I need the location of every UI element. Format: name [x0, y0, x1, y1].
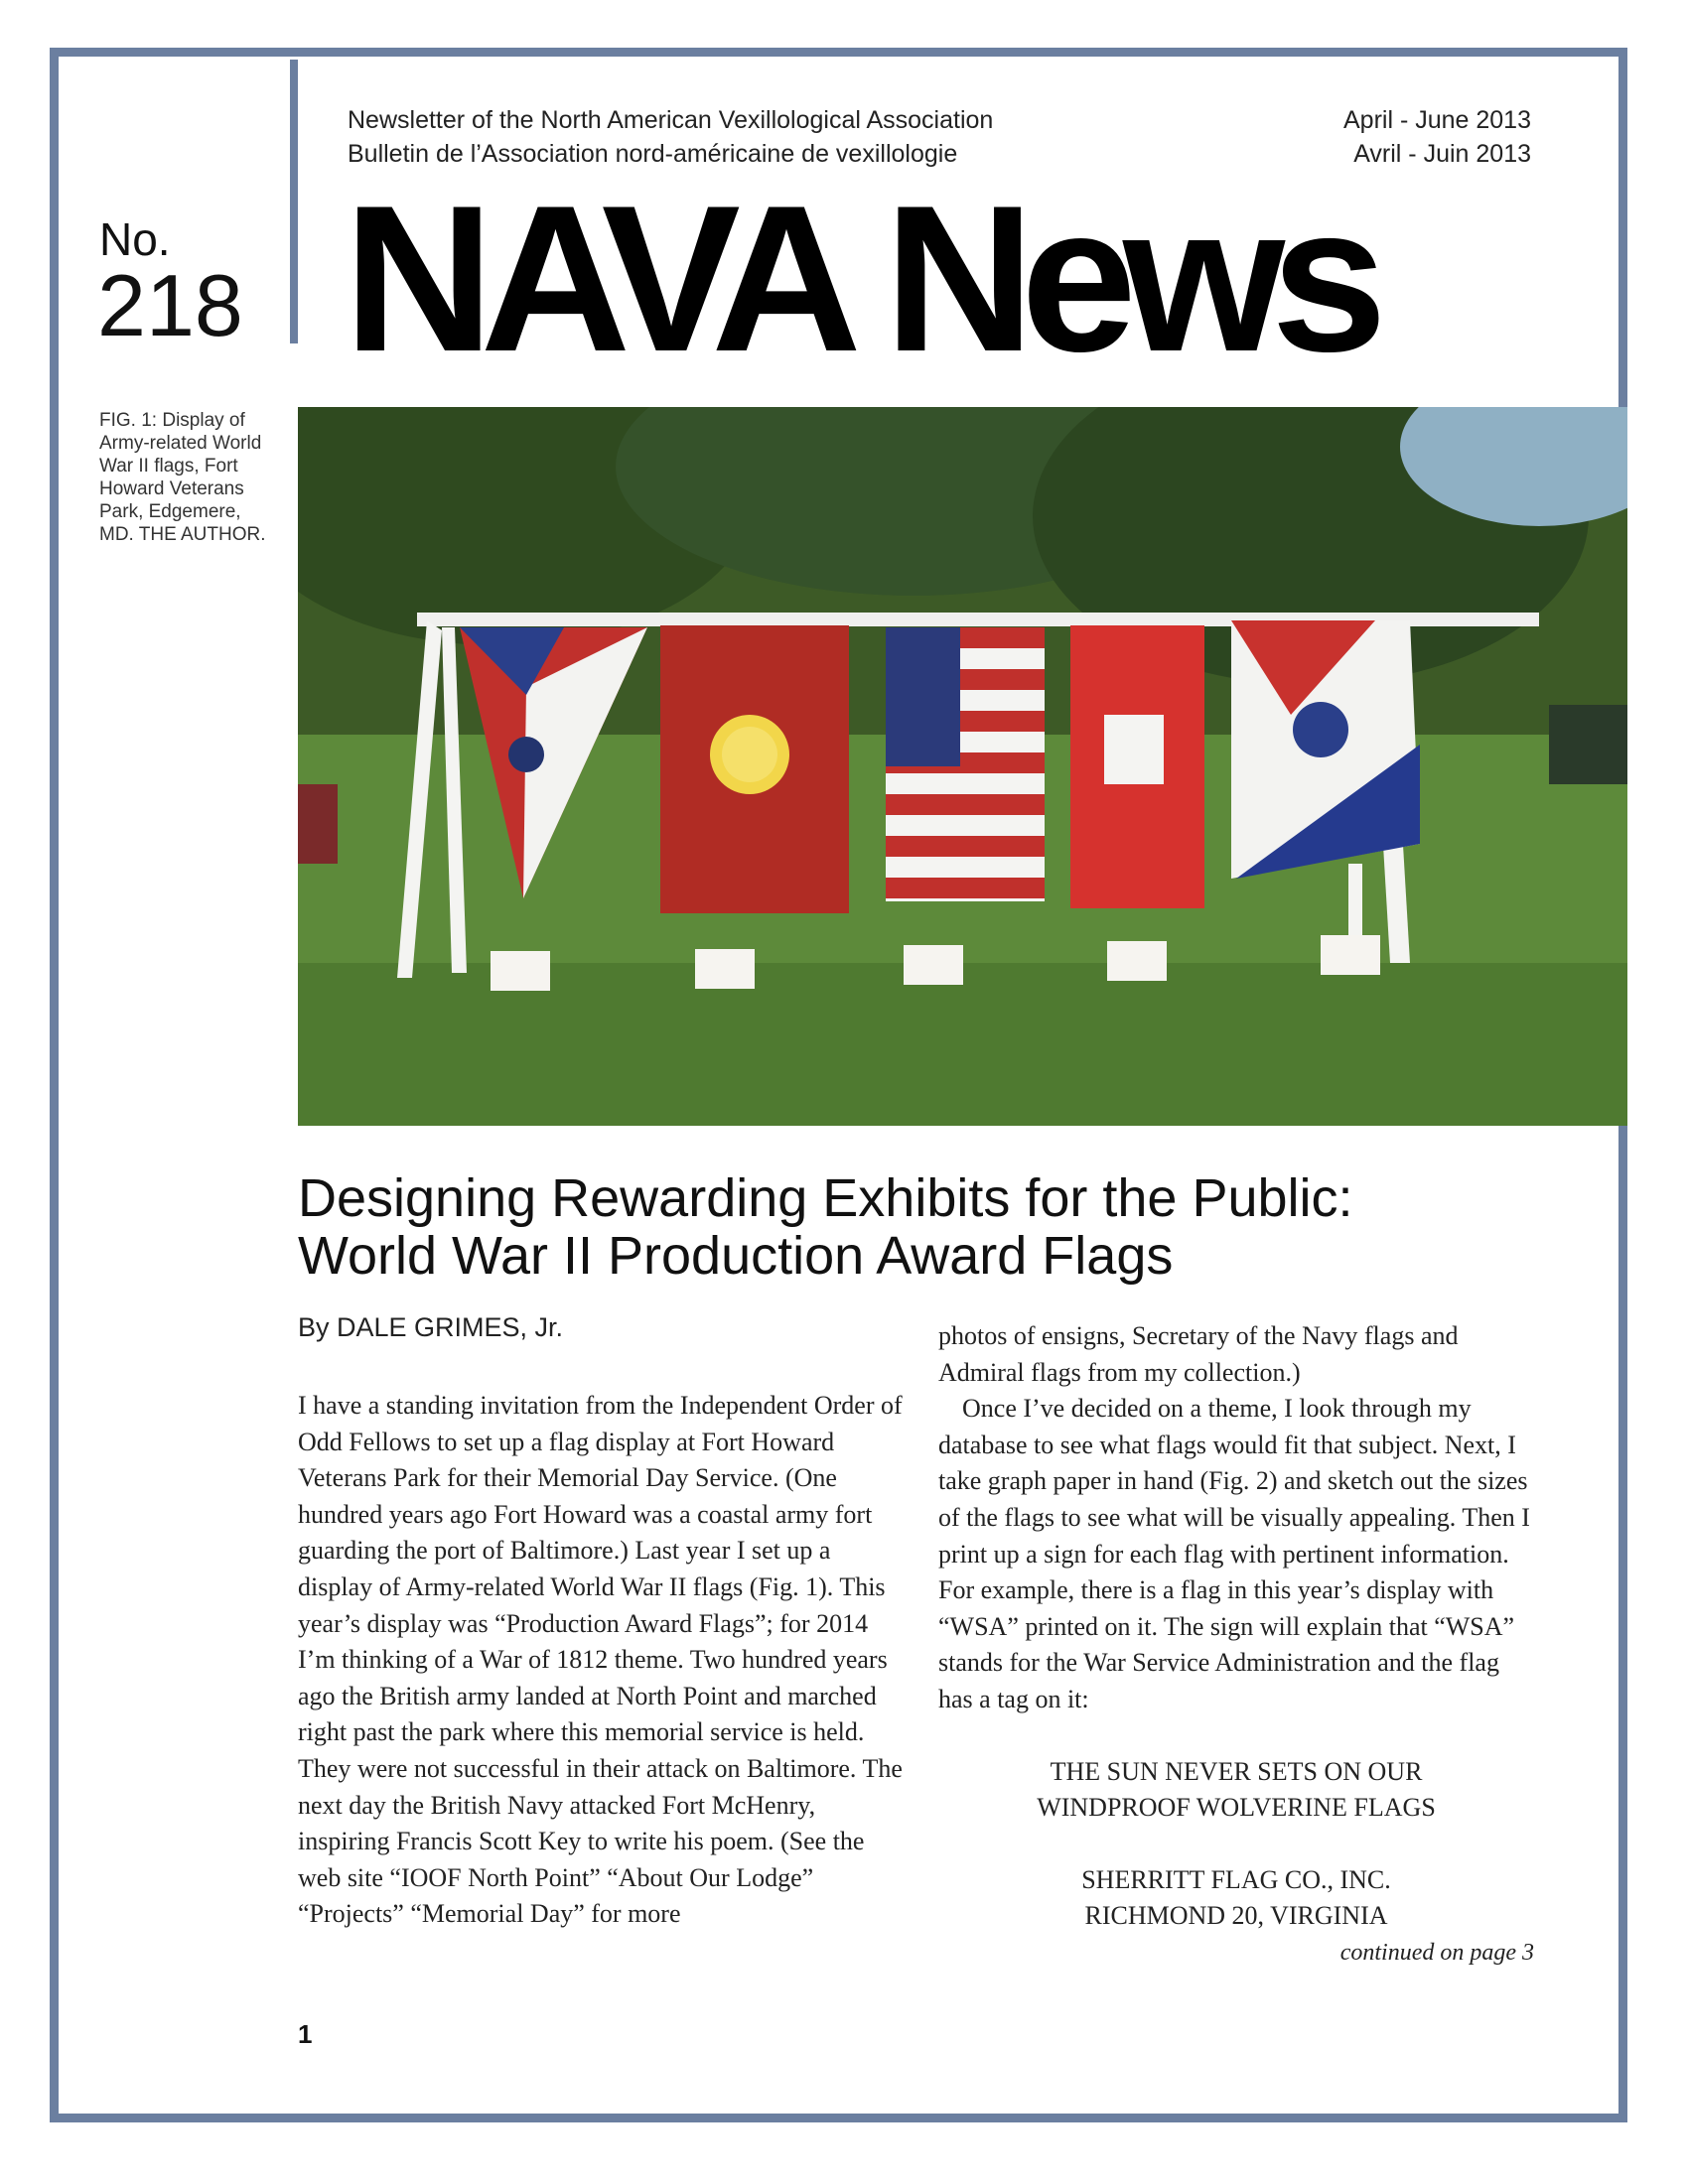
quote-line: WINDPROOF WOLVERINE FLAGS: [1037, 1793, 1436, 1823]
continued-link[interactable]: continued on page 3: [1339, 1939, 1534, 1966]
issue-number: 218: [97, 256, 243, 354]
issue-date: [1343, 103, 1531, 171]
issue-date-french: Avril - Juin 2013: [1353, 140, 1531, 168]
flag-display-photo: [298, 407, 1627, 1126]
article-title-line2: World War II Production Award Flags: [298, 1226, 1174, 1286]
article-column-right: [938, 1318, 1534, 1972]
article-paragraph: Once I’ve decided on a theme, I look through my database to see what flags would fit that subject. Next, I take graph paper in hand (Fig. 2) and sketch out the sizes of the flags to see what will be visually appealing. Then I print up a sign for each flag with pertinent information. For example, there is a flag in this year’s display with “WSA” printed on it. The sign will explain that “WSA” stands for the War Service Administration and the flag has a tag on it:: [938, 1394, 1530, 1713]
article-byline: By DALE GRIMES, Jr.: [298, 1312, 564, 1342]
article-paragraph: photos of ensigns, Secretary of the Navy flags and Admiral flags from my collection.): [938, 1321, 1459, 1387]
quote-line: SHERRITT FLAG CO., INC.: [1081, 1864, 1391, 1894]
figure-caption: FIG. 1: Display of Army-related World War II flags, Fort Howard Veterans Park, Edgemere, MD. THE AUTHOR.: [99, 410, 266, 545]
newsletter-tagline: [348, 103, 993, 171]
header-divider: [290, 60, 298, 343]
page-number: 1: [298, 2019, 313, 2049]
masthead-title: NAVA News: [344, 162, 1373, 395]
issue-label: No.: [99, 213, 171, 265]
tagline-english: Newsletter of the North American Vexillological Association: [348, 106, 994, 134]
quote-line: RICHMOND 20, VIRGINIA: [1084, 1901, 1388, 1931]
article-paragraph: I have a standing invitation from the Independent Order of Odd Fellows to set up a flag display at Fort Howard Veterans Park for their Memorial Day Service. (One hundred years ago Fort Howard was a coastal army fort guarding the port of Baltimore.) Last year I set up a display of Army-related World War II flags (Fig. 1). This year’s display was “Production Award Flags”; for 2014 I’m thinking of a War of 1812 theme. Two hundred years ago the British army landed at North Point and marched right past the park where this memorial service is held. They were not successful in their attack on Baltimore. The next day the British Navy attacked Fort McHenry, inspiring Francis Scott Key to write his poem. (See the web site “IOOF North Point” “About Our Lodge” “Projects” “Memorial Day” for more: [298, 1391, 903, 1929]
tagline-french: Bulletin de l’Association nord-américaine de vexillologie: [348, 140, 958, 168]
quote-line: THE SUN NEVER SETS ON OUR: [1050, 1756, 1423, 1786]
issue-date-english: April - June 2013: [1342, 106, 1531, 134]
article-title-line1: Designing Rewarding Exhibits for the Public:: [298, 1168, 1353, 1228]
article-column-left: [298, 1388, 904, 1933]
article-title: [298, 1169, 1589, 1285]
